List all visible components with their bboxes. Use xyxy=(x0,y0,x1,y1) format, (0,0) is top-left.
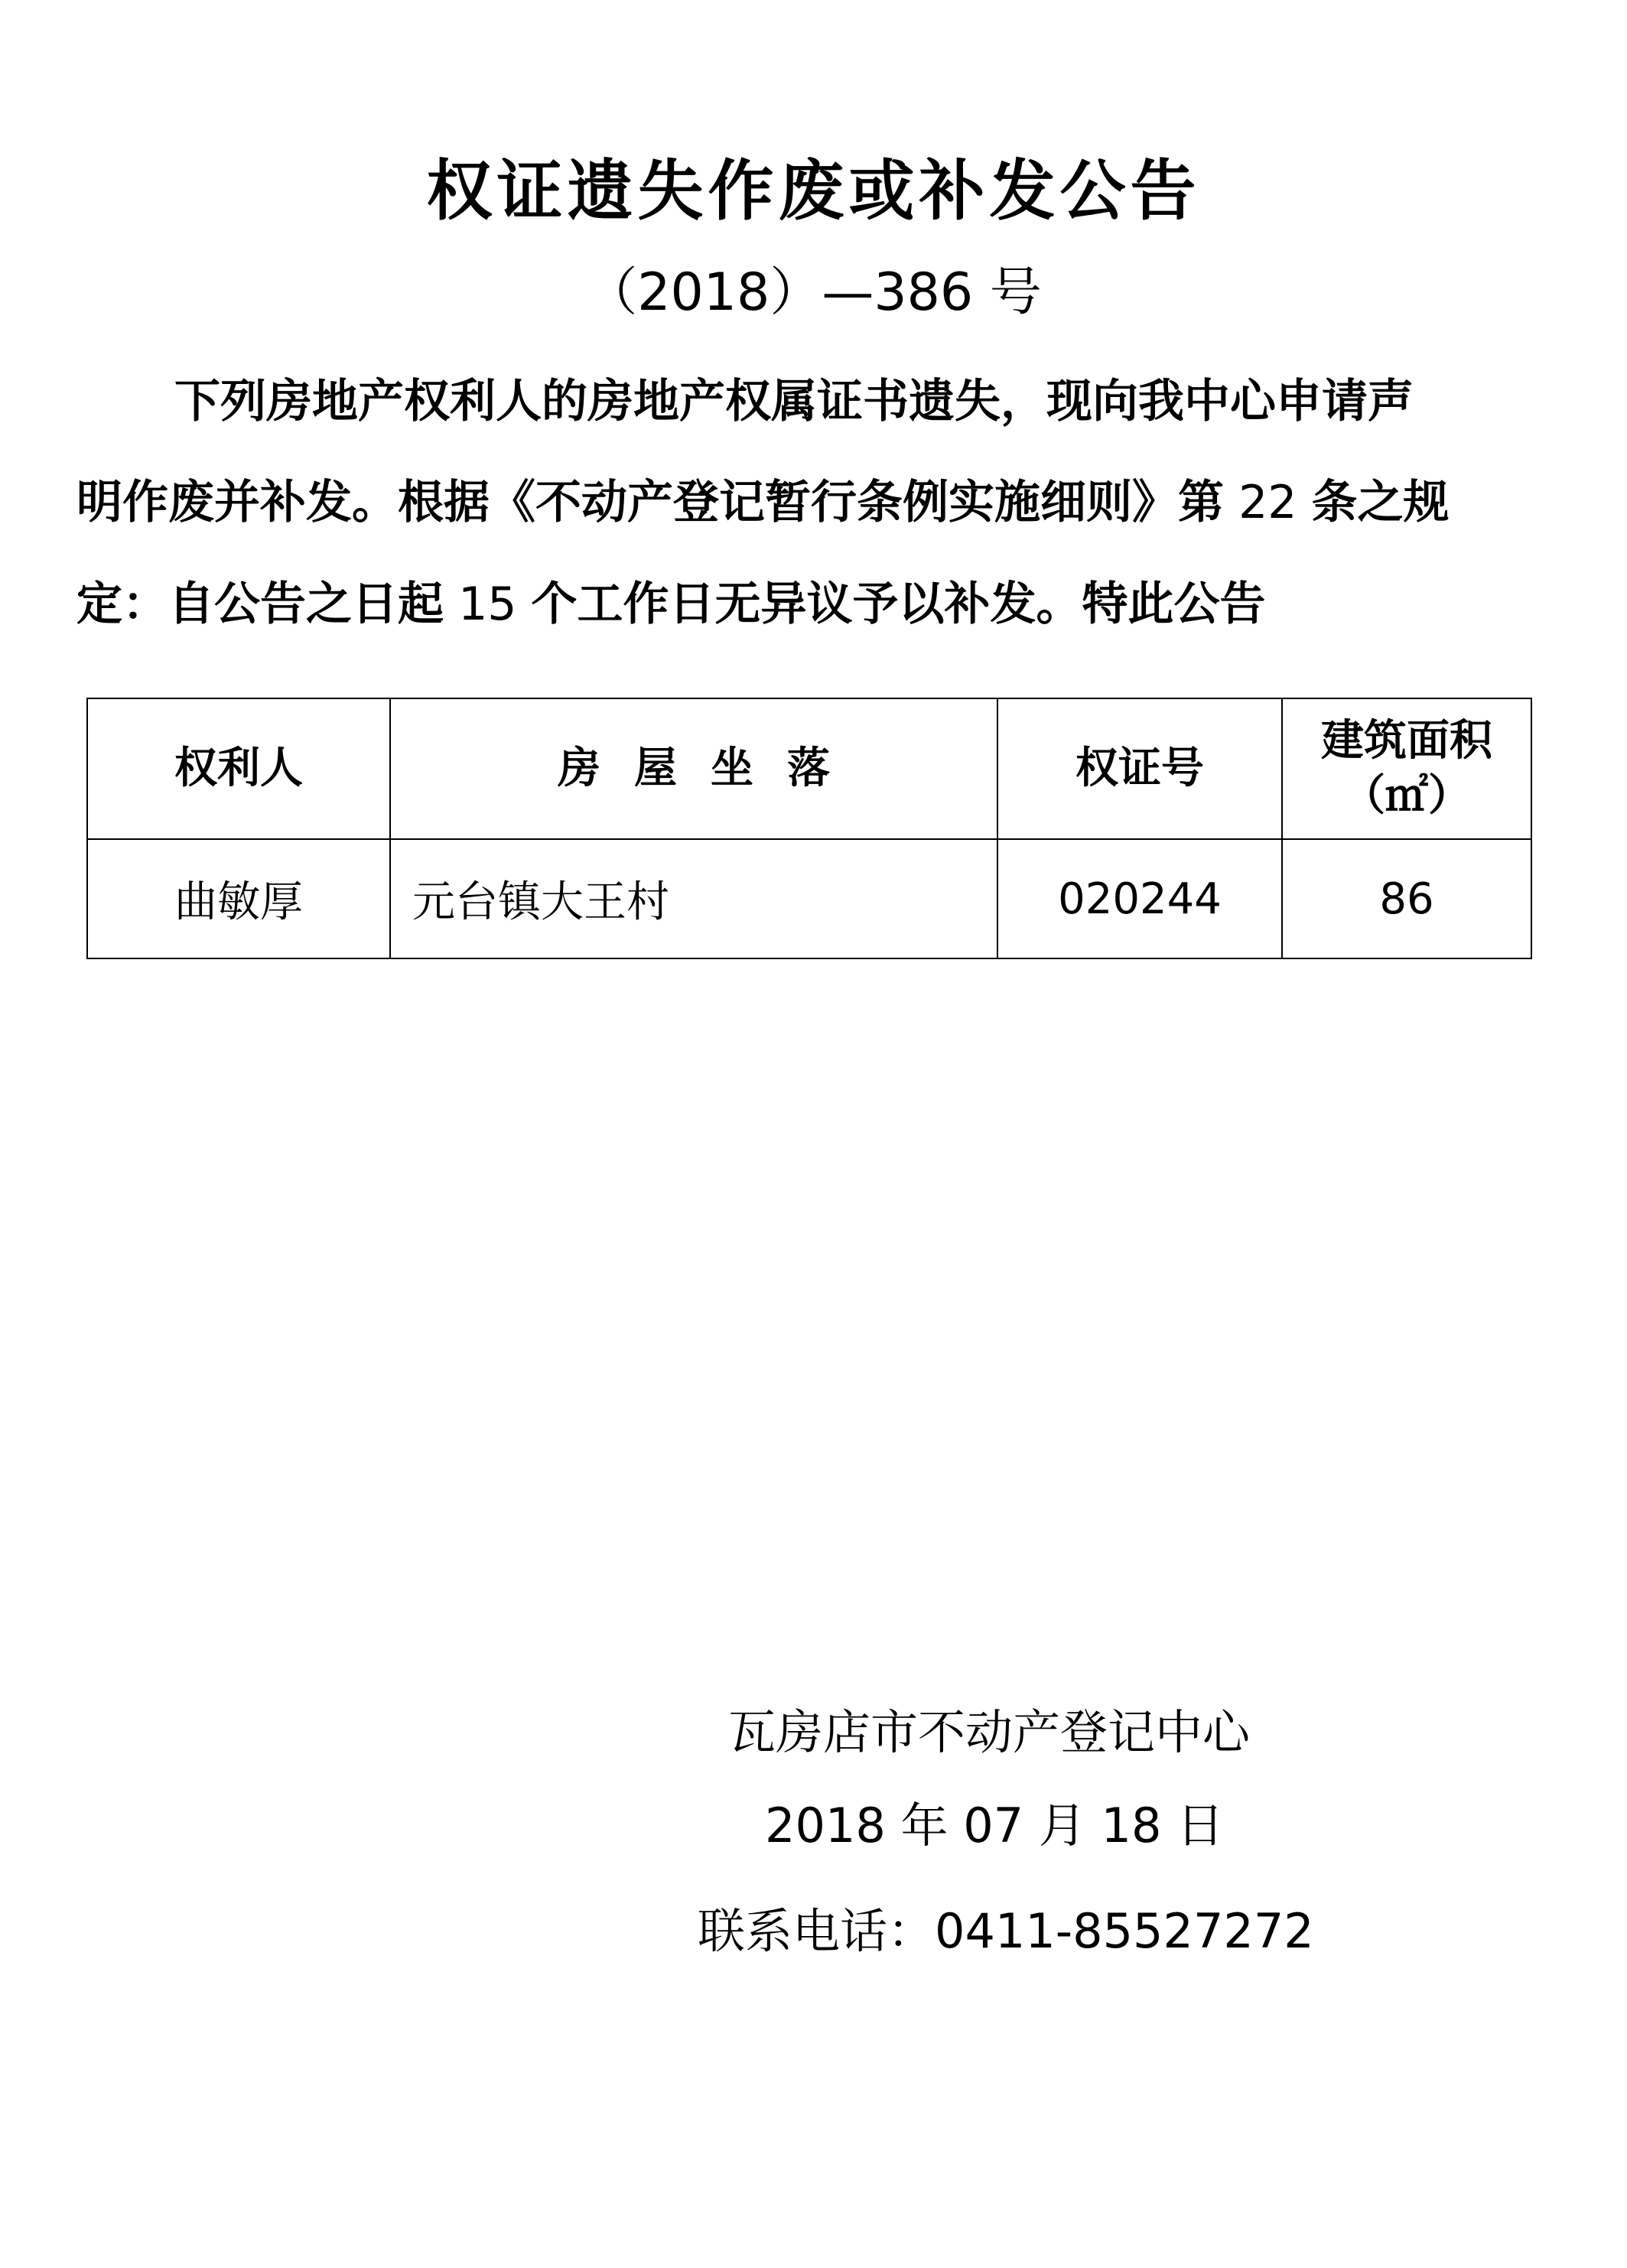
body-text: 明作废并补发。根据《不动产登记暂行条例实施细则》第 xyxy=(76,476,1224,529)
header-cert-no: 权证号 xyxy=(997,698,1282,839)
header-area-unit: （㎡） xyxy=(1342,771,1471,821)
article-number: 22 xyxy=(1224,476,1312,529)
notice-body-line-2 xyxy=(76,472,1560,533)
cell-area: 86 xyxy=(1282,839,1531,958)
header-holder: 权利人 xyxy=(87,698,390,839)
records-table xyxy=(86,698,1532,959)
table-row xyxy=(87,839,1531,958)
table-header-row xyxy=(87,698,1531,839)
header-area-label: 建筑面积 xyxy=(1321,716,1492,766)
body-text: 个工作日无异议予以补发。特此公告 xyxy=(531,578,1266,631)
cell-location: 元台镇大王村 xyxy=(390,839,997,958)
header-location xyxy=(390,698,997,839)
cell-holder: 曲敏厚 xyxy=(87,839,390,958)
issuer-name: 瓦房店市不动产登记中心 xyxy=(728,1704,1251,1760)
body-text: 条之规 xyxy=(1311,476,1450,529)
header-area xyxy=(1282,698,1531,839)
body-text: 下列房地产权利人的房地产权属证书遗失，现向我中心申请声 xyxy=(174,375,1414,428)
contact-phone: 联系电话：0411-85527272 xyxy=(698,1903,1314,1959)
cell-cert-no: 020244 xyxy=(997,839,1282,958)
notice-body-line-3 xyxy=(76,574,1560,635)
notice-number: （2018）—386 号 xyxy=(585,262,1042,323)
body-text: 定：自公告之日起 xyxy=(76,578,444,631)
header-location-label: 房屋坐落 xyxy=(558,744,864,793)
days-number: 15 xyxy=(444,578,532,631)
notice-body-line-1 xyxy=(174,371,1627,432)
notice-title: 权证遗失作废或补发公告 xyxy=(426,153,1201,229)
issue-date: 2018 年 07 月 18 日 xyxy=(765,1798,1225,1853)
